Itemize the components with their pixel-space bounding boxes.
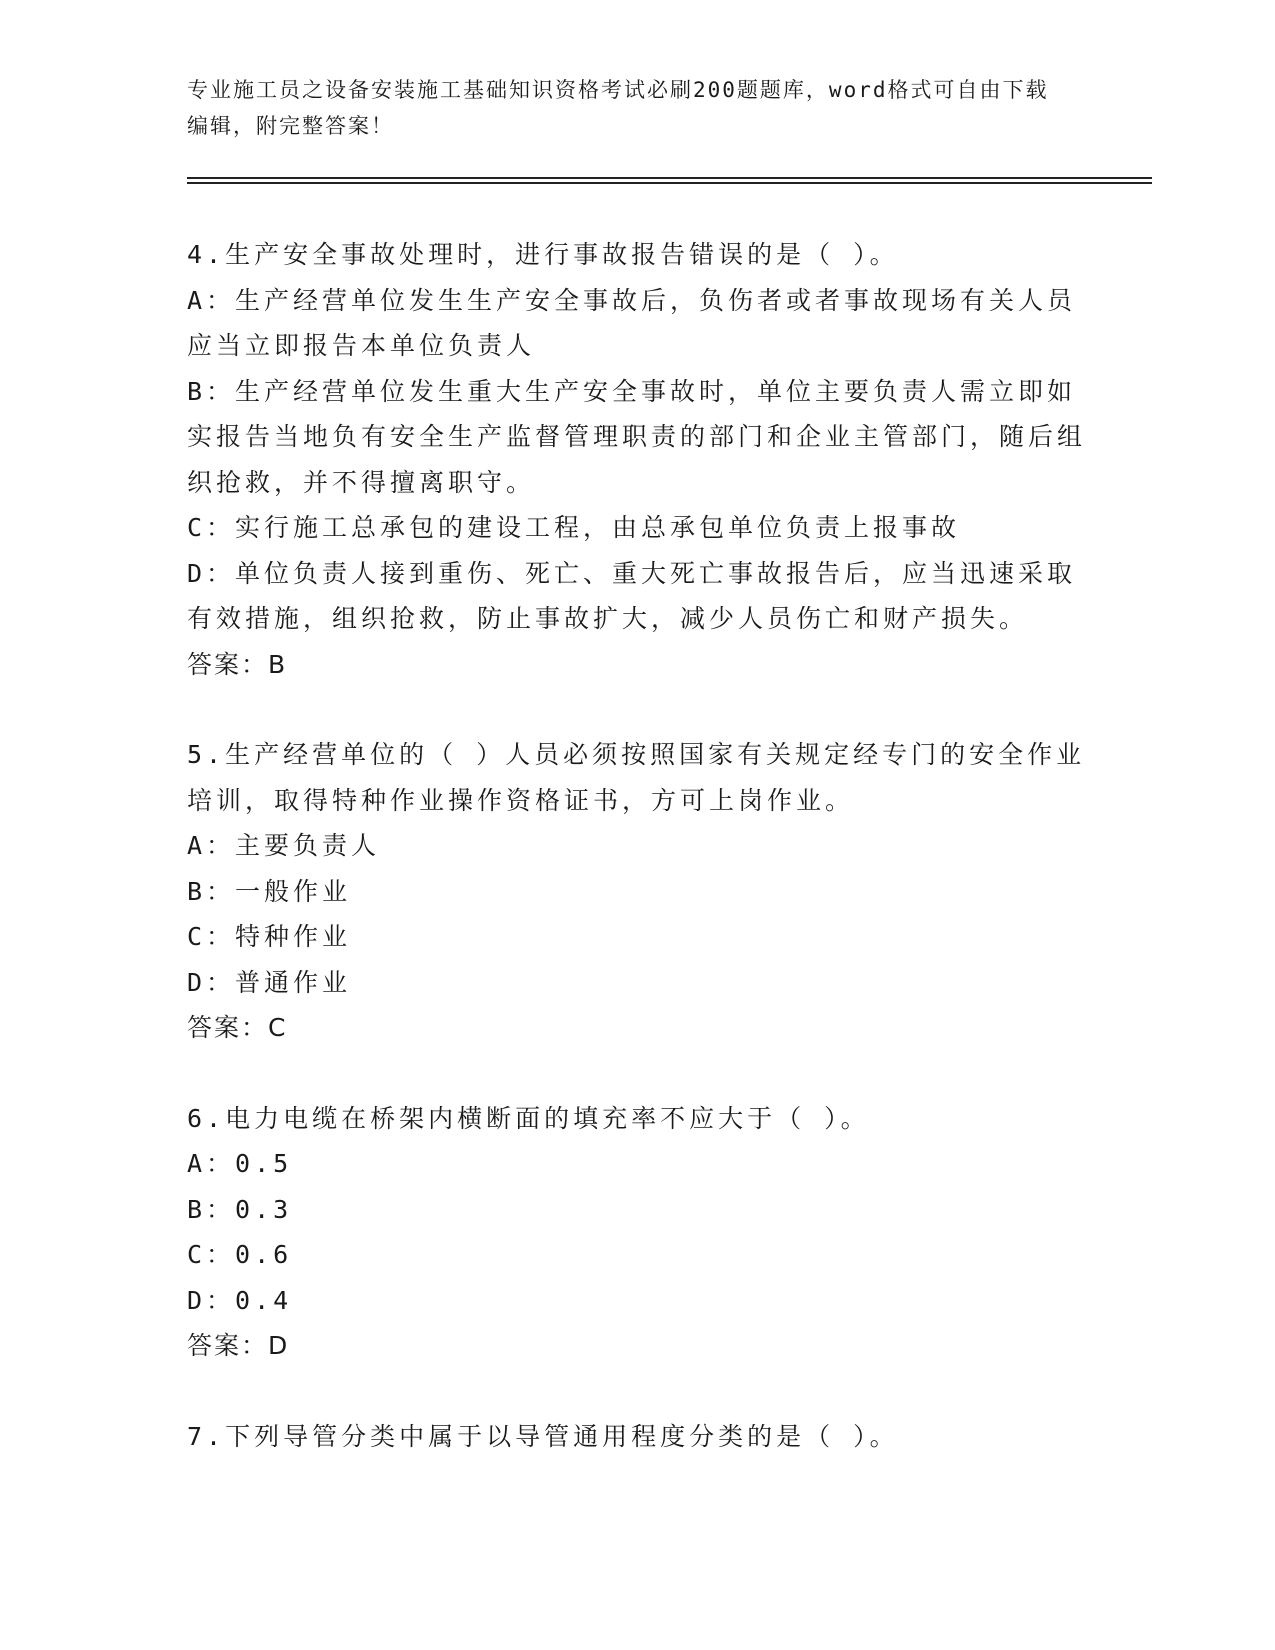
- question-text: 5.生产经营单位的（ ）人员必须按照国家有关规定经专门的安全作业培训，取得特种作业操作资格证书，方可上岗作业。: [187, 740, 1086, 815]
- option-d: D：普通作业: [187, 967, 352, 997]
- question-text: 4.生产安全事故处理时，进行事故报告错误的是（ ）。: [187, 240, 899, 269]
- header-divider-bottom: [187, 182, 1152, 184]
- option-c: C：实行施工总承包的建设工程，由总承包单位负责上报事故: [187, 513, 961, 542]
- question-7: [187, 1414, 1087, 1460]
- option-a: A：0.5: [187, 1149, 293, 1178]
- question-list: [187, 232, 1087, 1504]
- option-d: D：单位负责人接到重伤、死亡、重大死亡事故报告后，应当迅速采取有效措施，组织抢救，防止事故扩大，减少人员伤亡和财产损失。: [187, 558, 1077, 633]
- option-a: A：主要负责人: [187, 831, 381, 860]
- header-divider-top: [187, 177, 1152, 179]
- option-c: C：特种作业: [187, 922, 352, 951]
- question-4: [187, 232, 1087, 687]
- question-6: [187, 1096, 1087, 1369]
- option-b: B：一般作业: [187, 876, 352, 906]
- option-b: B：生产经营单位发生重大生产安全事故时，单位主要负责人需立即如实报告当地负有安全生产监督管理职责的部门和企业主管部门，随后组织抢救，并不得擅离职守。: [187, 376, 1087, 497]
- question-5: [187, 732, 1087, 1051]
- answer-label: 答案：B: [187, 649, 288, 679]
- option-a: A：生产经营单位发生生产安全事故后，负伤者或者事故现场有关人员应当立即报告本单位负责人: [187, 285, 1077, 360]
- option-c: C：0.6: [187, 1240, 293, 1269]
- answer-label: 答案：C: [187, 1013, 288, 1042]
- option-b: B：0.3: [187, 1194, 293, 1224]
- answer-label: 答案：D: [187, 1331, 290, 1360]
- document-header: 专业施工员之设备安装施工基础知识资格考试必刷200题题库，word格式可自由下载编辑，附完整答案！: [187, 78, 1049, 138]
- question-text: 7.下列导管分类中属于以导管通用程度分类的是（ ）。: [187, 1421, 899, 1451]
- option-d: D：0.4: [187, 1285, 293, 1315]
- question-text: 6.电力电缆在桥架内横断面的填充率不应大于（ ）。: [187, 1103, 870, 1133]
